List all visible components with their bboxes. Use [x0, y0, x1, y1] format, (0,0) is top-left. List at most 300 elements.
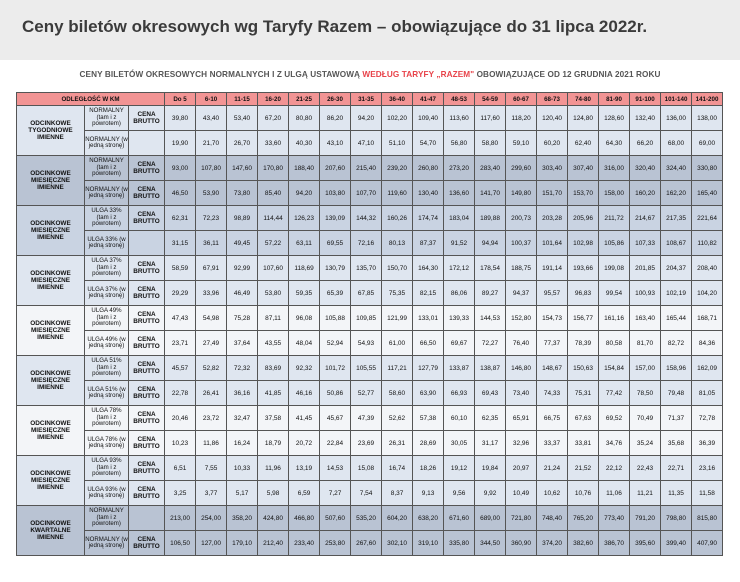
ticket-type-cell: NORMALNY (tam i z powrotem) — [85, 106, 129, 131]
price-value-cell: 22,84 — [320, 431, 351, 456]
price-label-cell: CENA BRUTTO — [129, 431, 165, 456]
price-value-cell: 98,89 — [227, 206, 258, 231]
price-value-cell: 63,11 — [289, 231, 320, 256]
price-value-cell: 27,49 — [196, 331, 227, 356]
price-value-cell: 213,00 — [165, 506, 196, 531]
price-value-cell: 103,80 — [320, 181, 351, 206]
subtitle-tariff-name: WEDŁUG TARYFY „RAZEM" — [362, 70, 475, 79]
price-value-cell: 86,20 — [320, 106, 351, 131]
price-value-cell: 58,60 — [382, 381, 413, 406]
price-value-cell: 124,80 — [568, 106, 599, 131]
price-value-cell: 118,20 — [506, 106, 537, 131]
price-value-cell: 13,19 — [289, 456, 320, 481]
price-value-cell: 324,40 — [661, 156, 692, 181]
price-value-cell: 62,40 — [568, 131, 599, 156]
price-label-cell: CENA BRUTTO — [129, 281, 165, 306]
subtitle-part-3: OBOWIĄZUJĄCE OD 12 GRUDNIA 2021 ROKU — [474, 70, 661, 79]
price-value-cell: 15,08 — [351, 456, 382, 481]
price-label-cell: CENA BRUTTO — [129, 481, 165, 506]
price-value-cell: 9,56 — [444, 481, 475, 506]
price-value-cell: 260,80 — [413, 156, 444, 181]
price-value-cell: 100,93 — [630, 281, 661, 306]
ticket-category-cell: ODCINKOWE MIESIĘCZNE IMIENNE — [17, 206, 85, 256]
price-value-cell: 75,31 — [568, 381, 599, 406]
ticket-type-cell: ULGA 37% (w jedną stronę) — [85, 281, 129, 306]
ticket-type-cell: ULGA 37% (tam i z powrotem) — [85, 256, 129, 281]
price-label-cell: CENA BRUTTO — [129, 456, 165, 481]
price-value-cell: 20,72 — [289, 431, 320, 456]
price-value-cell: 23,72 — [196, 406, 227, 431]
price-value-cell: 47,10 — [351, 131, 382, 156]
distance-header-cell: 141-200 — [692, 93, 723, 106]
price-value-cell: 56,80 — [444, 131, 475, 156]
price-value-cell: 58,80 — [475, 131, 506, 156]
price-value-cell: 95,57 — [537, 281, 568, 306]
price-value-cell: 67,85 — [351, 281, 382, 306]
price-value-cell: 153,70 — [568, 181, 599, 206]
price-value-cell: 79,48 — [661, 381, 692, 406]
price-value-cell: 18,26 — [413, 456, 444, 481]
price-value-cell: 120,40 — [537, 106, 568, 131]
page-title: Ceny biletów okresowych wg Taryfy Razem – obowiązujące do 31 lipca 2022r. — [22, 17, 648, 36]
price-value-cell: 10,23 — [165, 431, 196, 456]
price-value-cell: 193,66 — [568, 256, 599, 281]
price-value-cell: 114,44 — [258, 206, 289, 231]
ticket-type-cell: ULGA 49% (w jedną stronę) — [85, 331, 129, 356]
price-value-cell: 26,31 — [382, 431, 413, 456]
table-row — [17, 506, 723, 531]
price-value-cell: 11,35 — [661, 481, 692, 506]
table-row — [17, 356, 723, 381]
price-value-cell: 104,20 — [692, 281, 723, 306]
price-value-cell: 67,91 — [196, 256, 227, 281]
price-value-cell: 92,99 — [227, 256, 258, 281]
price-value-cell: 89,27 — [475, 281, 506, 306]
price-value-cell: 188,40 — [289, 156, 320, 181]
price-value-cell: 52,82 — [196, 356, 227, 381]
price-value-cell: 6,51 — [165, 456, 196, 481]
price-value-cell: 217,35 — [661, 206, 692, 231]
price-value-cell: 101,72 — [320, 356, 351, 381]
price-value-cell: 303,40 — [537, 156, 568, 181]
price-value-cell: 133,87 — [444, 356, 475, 381]
ticket-type-cell: NORMALNY (tam i z powrotem) — [85, 506, 129, 531]
distance-header-cell: 54-59 — [475, 93, 506, 106]
price-value-cell: 299,60 — [506, 156, 537, 181]
distance-header-cell: 26-30 — [320, 93, 351, 106]
price-value-cell: 147,60 — [227, 156, 258, 181]
price-value-cell: 149,80 — [506, 181, 537, 206]
price-value-cell: 47,43 — [165, 306, 196, 331]
distance-header-cell: 91-100 — [630, 93, 661, 106]
price-value-cell: 35,68 — [661, 431, 692, 456]
price-value-cell: 638,20 — [413, 506, 444, 531]
price-value-cell: 138,87 — [475, 356, 506, 381]
price-label-cell: CENA BRUTTO — [129, 531, 165, 556]
price-value-cell: 130,40 — [413, 181, 444, 206]
price-value-cell: 22,78 — [165, 381, 196, 406]
price-value-cell: 87,11 — [258, 306, 289, 331]
price-value-cell: 11,86 — [196, 431, 227, 456]
price-value-cell: 302,10 — [382, 531, 413, 556]
price-label-cell: CENA BRUTTO — [129, 156, 165, 181]
price-value-cell: 162,09 — [692, 356, 723, 381]
price-value-cell: 23,71 — [165, 331, 196, 356]
price-value-cell: 39,80 — [165, 106, 196, 131]
price-value-cell: 49,45 — [227, 231, 258, 256]
price-value-cell: 107,70 — [351, 181, 382, 206]
price-value-cell: 94,20 — [289, 181, 320, 206]
price-value-cell: 20,97 — [506, 456, 537, 481]
price-table-wrapper — [16, 92, 723, 556]
price-value-cell: 207,60 — [320, 156, 351, 181]
price-value-cell: 61,00 — [382, 331, 413, 356]
price-value-cell: 358,20 — [227, 506, 258, 531]
price-value-cell: 203,28 — [537, 206, 568, 231]
price-value-cell: 76,40 — [506, 331, 537, 356]
price-value-cell: 158,96 — [661, 356, 692, 381]
price-value-cell: 10,33 — [227, 456, 258, 481]
price-label-cell: CENA BRUTTO — [129, 106, 165, 131]
price-value-cell: 382,60 — [568, 531, 599, 556]
price-value-cell: 136,60 — [444, 181, 475, 206]
price-value-cell: 81,05 — [692, 381, 723, 406]
table-row — [17, 431, 723, 456]
price-value-cell: 35,24 — [630, 431, 661, 456]
price-value-cell: 7,27 — [320, 481, 351, 506]
distance-header-cell: 60-67 — [506, 93, 537, 106]
ticket-category-cell: ODCINKOWE MIESIĘCZNE IMIENNE — [17, 356, 85, 406]
price-value-cell: 138,00 — [692, 106, 723, 131]
price-value-cell: 791,20 — [630, 506, 661, 531]
price-value-cell: 74,33 — [537, 381, 568, 406]
price-value-cell: 139,09 — [320, 206, 351, 231]
price-value-cell: 94,20 — [351, 106, 382, 131]
price-value-cell: 164,30 — [413, 256, 444, 281]
distance-header-cell: 81-90 — [599, 93, 630, 106]
price-label-cell: CENA BRUTTO — [129, 181, 165, 206]
price-value-cell: 86,06 — [444, 281, 475, 306]
price-value-cell: 67,63 — [568, 406, 599, 431]
table-row — [17, 106, 723, 131]
price-value-cell: 199,08 — [599, 256, 630, 281]
price-value-cell: 151,70 — [537, 181, 568, 206]
price-value-cell: 161,16 — [599, 306, 630, 331]
ticket-type-cell: NORMALNY (tam i z powrotem) — [85, 156, 129, 181]
price-value-cell: 36,11 — [196, 231, 227, 256]
price-value-cell: 18,79 — [258, 431, 289, 456]
price-value-cell: 106,50 — [165, 531, 196, 556]
distance-header-cell: 74-80 — [568, 93, 599, 106]
price-value-cell: 29,29 — [165, 281, 196, 306]
price-value-cell: 183,04 — [444, 206, 475, 231]
price-value-cell: 160,26 — [382, 206, 413, 231]
price-value-cell: 60,20 — [537, 131, 568, 156]
price-value-cell: 283,40 — [475, 156, 506, 181]
price-value-cell: 253,80 — [320, 531, 351, 556]
price-value-cell: 14,53 — [320, 456, 351, 481]
price-value-cell: 54,93 — [351, 331, 382, 356]
price-value-cell: 127,00 — [196, 531, 227, 556]
table-row — [17, 456, 723, 481]
price-value-cell: 205,96 — [568, 206, 599, 231]
price-value-cell: 188,75 — [506, 256, 537, 281]
price-value-cell: 43,40 — [196, 106, 227, 131]
price-value-cell: 82,72 — [661, 331, 692, 356]
price-value-cell: 815,80 — [692, 506, 723, 531]
price-value-cell: 59,10 — [506, 131, 537, 156]
table-row — [17, 306, 723, 331]
price-value-cell: 77,37 — [537, 331, 568, 356]
price-value-cell: 69,55 — [320, 231, 351, 256]
price-value-cell: 211,72 — [599, 206, 630, 231]
distance-header-row — [17, 93, 723, 106]
price-value-cell: 31,15 — [165, 231, 196, 256]
price-value-cell: 765,20 — [568, 506, 599, 531]
price-value-cell: 71,37 — [661, 406, 692, 431]
price-value-cell: 128,60 — [599, 106, 630, 131]
price-value-cell: 83,69 — [258, 356, 289, 381]
price-value-cell: 19,12 — [444, 456, 475, 481]
price-value-cell: 78,50 — [630, 381, 661, 406]
price-value-cell: 34,76 — [599, 431, 630, 456]
distance-header-cell: Do 5 — [165, 93, 196, 106]
price-value-cell: 91,52 — [444, 231, 475, 256]
price-value-cell: 50,86 — [320, 381, 351, 406]
price-value-cell: 424,80 — [258, 506, 289, 531]
ticket-type-cell: ULGA 33% (w jedną stronę) — [85, 231, 129, 256]
price-value-cell: 335,80 — [444, 531, 475, 556]
price-value-cell: 69,52 — [599, 406, 630, 431]
price-value-cell: 10,76 — [568, 481, 599, 506]
price-label-cell: CENA BRUTTO — [129, 256, 165, 281]
price-value-cell: 22,43 — [630, 456, 661, 481]
price-value-cell: 119,60 — [382, 181, 413, 206]
price-value-cell: 102,98 — [568, 231, 599, 256]
table-row — [17, 281, 723, 306]
price-value-cell: 69,67 — [444, 331, 475, 356]
price-value-cell: 208,40 — [692, 256, 723, 281]
price-value-cell: 160,20 — [630, 181, 661, 206]
price-value-cell: 221,64 — [692, 206, 723, 231]
price-value-cell: 189,88 — [475, 206, 506, 231]
price-value-cell: 58,59 — [165, 256, 196, 281]
price-value-cell: 26,70 — [227, 131, 258, 156]
price-value-cell: 141,70 — [475, 181, 506, 206]
price-value-cell: 130,79 — [320, 256, 351, 281]
price-value-cell: 320,40 — [630, 156, 661, 181]
price-value-cell: 139,33 — [444, 306, 475, 331]
price-value-cell: 214,67 — [630, 206, 661, 231]
price-value-cell: 11,58 — [692, 481, 723, 506]
price-value-cell: 32,96 — [506, 431, 537, 456]
price-value-cell: 108,67 — [661, 231, 692, 256]
price-value-cell: 200,73 — [506, 206, 537, 231]
price-value-cell: 52,94 — [320, 331, 351, 356]
price-value-cell: 48,04 — [289, 331, 320, 356]
price-value-cell: 81,70 — [630, 331, 661, 356]
price-value-cell: 23,69 — [351, 431, 382, 456]
price-value-cell: 165,44 — [661, 306, 692, 331]
ticket-type-cell: ULGA 51% (tam i z powrotem) — [85, 356, 129, 381]
price-value-cell: 773,40 — [599, 506, 630, 531]
price-value-cell: 152,80 — [506, 306, 537, 331]
price-value-cell: 32,47 — [227, 406, 258, 431]
ticket-type-cell: NORMALNY (w jedną stronę) — [85, 131, 129, 156]
price-value-cell: 7,55 — [196, 456, 227, 481]
price-value-cell: 254,00 — [196, 506, 227, 531]
price-value-cell: 11,96 — [258, 456, 289, 481]
price-value-cell: 150,70 — [382, 256, 413, 281]
table-row — [17, 206, 723, 231]
price-value-cell: 154,73 — [537, 306, 568, 331]
price-value-cell: 10,49 — [506, 481, 537, 506]
distance-header-cell: 41-47 — [413, 93, 444, 106]
distance-header-cell: 101-140 — [661, 93, 692, 106]
price-value-cell: 157,00 — [630, 356, 661, 381]
price-value-cell: 109,40 — [413, 106, 444, 131]
price-value-cell: 21,70 — [196, 131, 227, 156]
price-value-cell: 77,42 — [599, 381, 630, 406]
price-label-cell: CENA BRUTTO — [129, 406, 165, 431]
price-value-cell: 330,80 — [692, 156, 723, 181]
price-value-cell: 40,30 — [289, 131, 320, 156]
ticket-type-cell: ULGA 49% (tam i z powrotem) — [85, 306, 129, 331]
price-value-cell: 59,35 — [289, 281, 320, 306]
price-value-cell: 28,69 — [413, 431, 444, 456]
price-value-cell: 395,60 — [630, 531, 661, 556]
table-row — [17, 231, 723, 256]
price-value-cell: 64,30 — [599, 131, 630, 156]
price-value-cell: 102,19 — [661, 281, 692, 306]
price-value-cell: 170,80 — [258, 156, 289, 181]
table-row — [17, 181, 723, 206]
price-value-cell: 102,20 — [382, 106, 413, 131]
price-value-cell: 60,10 — [444, 406, 475, 431]
ticket-type-cell: ULGA 78% (tam i z powrotem) — [85, 406, 129, 431]
price-value-cell: 135,70 — [351, 256, 382, 281]
price-value-cell: 52,77 — [351, 381, 382, 406]
price-value-cell: 9,92 — [475, 481, 506, 506]
price-value-cell: 57,22 — [258, 231, 289, 256]
price-value-cell: 54,98 — [196, 306, 227, 331]
price-value-cell: 239,20 — [382, 156, 413, 181]
price-value-cell: 118,69 — [289, 256, 320, 281]
price-value-cell: 233,40 — [289, 531, 320, 556]
price-value-cell: 23,16 — [692, 456, 723, 481]
price-value-cell: 273,20 — [444, 156, 475, 181]
price-value-cell: 72,27 — [475, 331, 506, 356]
price-value-cell: 19,84 — [475, 456, 506, 481]
price-value-cell: 105,86 — [599, 231, 630, 256]
price-value-cell: 75,28 — [227, 306, 258, 331]
price-value-cell: 165,40 — [692, 181, 723, 206]
price-value-cell: 85,40 — [258, 181, 289, 206]
price-value-cell: 45,57 — [165, 356, 196, 381]
price-value-cell: 215,40 — [351, 156, 382, 181]
price-value-cell: 105,88 — [320, 306, 351, 331]
price-value-cell: 21,52 — [568, 456, 599, 481]
price-value-cell: 604,20 — [382, 506, 413, 531]
price-value-cell: 798,80 — [661, 506, 692, 531]
distance-header-cell: 6-10 — [196, 93, 227, 106]
ticket-category-cell: ODCINKOWE KWARTALNE IMIENNE — [17, 506, 85, 556]
price-value-cell: 7,54 — [351, 481, 382, 506]
price-value-cell: 36,16 — [227, 381, 258, 406]
price-value-cell: 78,39 — [568, 331, 599, 356]
price-value-cell: 68,00 — [661, 131, 692, 156]
price-value-cell: 99,54 — [599, 281, 630, 306]
ticket-type-cell: ULGA 33% (tam i z powrotem) — [85, 206, 129, 231]
price-value-cell: 121,99 — [382, 306, 413, 331]
price-value-cell: 748,40 — [537, 506, 568, 531]
price-value-cell: 72,32 — [227, 356, 258, 381]
price-value-cell: 96,83 — [568, 281, 599, 306]
price-value-cell: 33,37 — [537, 431, 568, 456]
price-value-cell: 154,84 — [599, 356, 630, 381]
price-value-cell: 168,71 — [692, 306, 723, 331]
price-value-cell: 53,40 — [227, 106, 258, 131]
price-value-cell: 344,50 — [475, 531, 506, 556]
price-value-cell: 386,70 — [599, 531, 630, 556]
ticket-category-cell: ODCINKOWE MIESIĘCZNE IMIENNE — [17, 256, 85, 306]
distance-header-cell: 21-25 — [289, 93, 320, 106]
price-value-cell: 46,49 — [227, 281, 258, 306]
price-table — [16, 92, 723, 556]
table-row — [17, 256, 723, 281]
table-subtitle — [0, 70, 740, 79]
price-value-cell: 10,62 — [537, 481, 568, 506]
price-value-cell: 178,54 — [475, 256, 506, 281]
price-value-cell: 96,08 — [289, 306, 320, 331]
price-value-cell: 158,00 — [599, 181, 630, 206]
price-value-cell: 73,40 — [506, 381, 537, 406]
price-value-cell: 75,35 — [382, 281, 413, 306]
price-value-cell: 179,10 — [227, 531, 258, 556]
distance-header-label: ODLEGŁOŚĆ W KM — [17, 93, 165, 106]
price-value-cell: 110,82 — [692, 231, 723, 256]
price-value-cell: 53,80 — [258, 281, 289, 306]
price-value-cell: 100,37 — [506, 231, 537, 256]
price-value-cell: 66,75 — [537, 406, 568, 431]
distance-header-cell: 36-40 — [382, 93, 413, 106]
price-value-cell: 67,20 — [258, 106, 289, 131]
price-value-cell: 93,00 — [165, 156, 196, 181]
price-value-cell: 21,24 — [537, 456, 568, 481]
price-value-cell: 113,60 — [444, 106, 475, 131]
price-value-cell: 19,90 — [165, 131, 196, 156]
ticket-type-cell: NORMALNY (w jedną stronę) — [85, 531, 129, 556]
price-value-cell: 65,39 — [320, 281, 351, 306]
price-value-cell: 162,20 — [661, 181, 692, 206]
price-label-cell — [129, 231, 165, 256]
price-label-cell: CENA BRUTTO — [129, 381, 165, 406]
price-value-cell: 107,33 — [630, 231, 661, 256]
price-value-cell: 69,00 — [692, 131, 723, 156]
price-value-cell: 8,37 — [382, 481, 413, 506]
price-value-cell: 47,39 — [351, 406, 382, 431]
price-value-cell: 127,79 — [413, 356, 444, 381]
ticket-category-cell: ODCINKOWE MIESIĘCZNE IMIENNE — [17, 406, 85, 456]
price-value-cell: 101,64 — [537, 231, 568, 256]
price-value-cell: 43,55 — [258, 331, 289, 356]
price-value-cell: 80,13 — [382, 231, 413, 256]
ticket-category-cell: ODCINKOWE MIESIĘCZNE IMIENNE — [17, 456, 85, 506]
price-value-cell: 30,05 — [444, 431, 475, 456]
distance-header-cell: 31-35 — [351, 93, 382, 106]
price-value-cell: 144,53 — [475, 306, 506, 331]
ticket-type-cell: ULGA 93% (w jedną stronę) — [85, 481, 129, 506]
